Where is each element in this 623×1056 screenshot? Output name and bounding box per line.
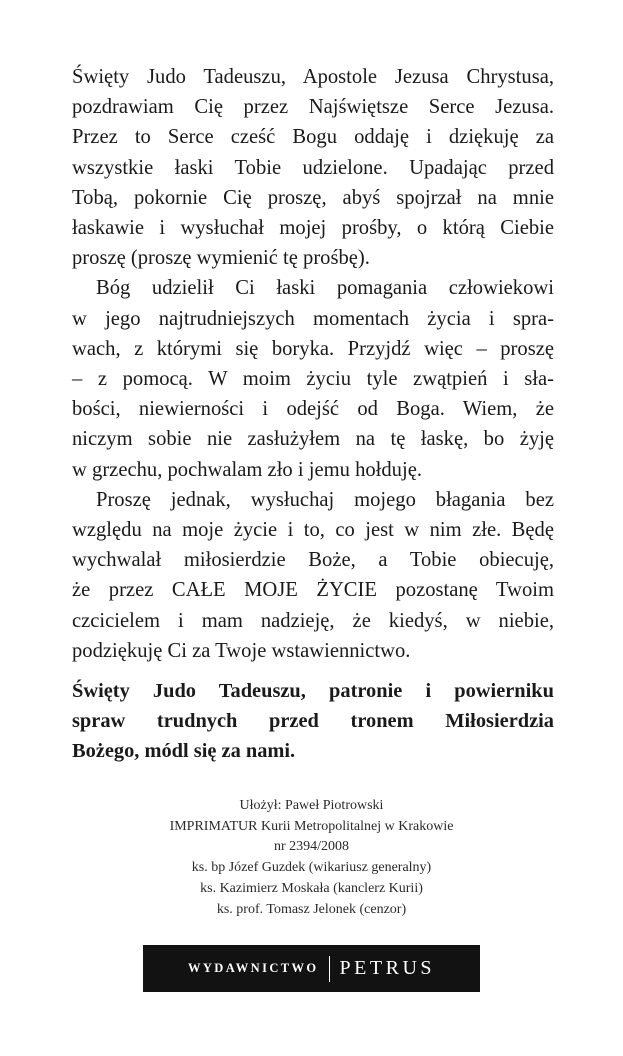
paragraph-1 (72, 62, 554, 273)
logo-divider (329, 956, 330, 982)
closing-line: Święty Judo Tadeuszu, patronie i powierniku (72, 680, 554, 702)
credit-chancellor: ks. Kazimierz Moskała (kanclerz Kurii) (200, 880, 423, 896)
text-line: – z pomocą. W moim życiu tyle zwątpień i sła- (72, 368, 554, 391)
publisher-prefix: WYDAWNICTWO (187, 961, 319, 975)
text-line: Tobą, pokornie Cię proszę, abyś spojrzał na mnie (72, 186, 554, 209)
text-line: w jego najtrudniejszych momentach życia i spra- (72, 307, 554, 330)
text-line: bości, niewierności i odejść od Boga. Wiem, że (72, 398, 554, 421)
credit-imprimatur: IMPRIMATUR Kurii Metropolitalnej w Krakowie (169, 818, 454, 834)
paragraph-2 (72, 273, 554, 484)
text-line: podziękuję Ci za Twoje wstawiennictwo. (72, 639, 411, 662)
text-line: Bóg udzielił Ci łaski pomagania człowiekowi (96, 277, 554, 300)
text-line: łaskawie i wysłuchał mojej prośby, o którą Ciebie (72, 217, 554, 240)
credit-vicar: ks. bp Józef Guzdek (wikariusz generalny) (191, 860, 432, 876)
closing-invocation (72, 676, 554, 766)
paragraph-3 (72, 485, 554, 666)
text-line: że przez CAŁE MOJE ŻYCIE pozostanę Twoim (72, 579, 554, 602)
closing-line: spraw trudnych przed tronem Miłosierdzia (72, 710, 554, 732)
text-line: Święty Judo Tadeuszu, Apostole Jezusa Chrystusa, (72, 66, 554, 88)
text-line: pozdrawiam Cię przez Najświętsze Serce Jezusa. (72, 96, 554, 119)
text-line: w grzechu, pochwalam zło i jemu hołduję. (72, 458, 422, 481)
text-line: czcicielem i mam nadzieję, że kiedyś, w niebie, (72, 609, 554, 632)
credit-censor: ks. prof. Tomasz Jelonek (cenzor) (216, 901, 407, 917)
text-line: proszę (proszę wymienić tę prośbę). (72, 247, 370, 270)
publisher-name: PETRUS (339, 957, 436, 979)
text-line: niczym sobie nie zasłużyłem na tę łaskę, bo żyję (72, 428, 554, 451)
credit-author: Ułożył: Paweł Piotrowski (239, 798, 384, 813)
text-line: wszystkie łaski Tobie udzielone. Upadając przed (72, 156, 554, 179)
closing-line: Bożego, módl się za nami. (72, 740, 296, 762)
text-line: Przez to Serce cześć Bogu oddaję i dziękuję za (72, 126, 554, 149)
text-line: wychwalał miłosierdzie Boże, a Tobie obiecuję, (72, 549, 554, 572)
text-line: wach, z którymi się boryka. Przyjdź więc – proszę (72, 337, 554, 360)
prayer-text (72, 62, 554, 666)
text-line: Proszę jednak, wysłuchaj mojego błagania bez (96, 488, 554, 511)
text-line: względu na moje życie i to, co jest w nim złe. Będę (72, 519, 554, 542)
imprimatur-credits (0, 796, 623, 920)
credit-number: nr 2394/2008 (273, 839, 350, 855)
publisher-logo (143, 945, 480, 992)
